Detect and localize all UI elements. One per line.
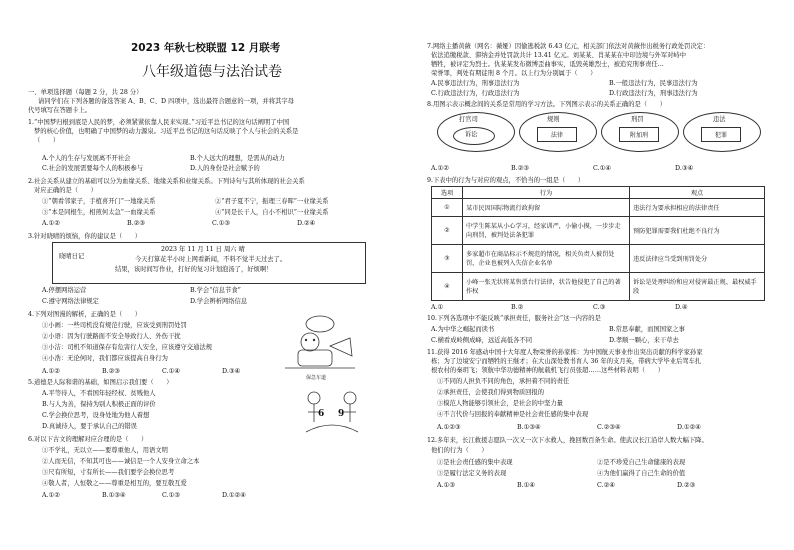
option: ①不同的人担负不同的角色，承担着不同的责任: [437, 378, 570, 385]
question-stem: 梦的核心价值，也明确了中国梦的动力源泉。习近平总书记的这句话反映了个人与社会的关系是: [34, 128, 299, 135]
option: ①不学礼，无以立——要尊重他人，用语文明: [42, 447, 168, 454]
section-heading: 一、单项选择题（每题 2 分，共 28 分）: [28, 89, 143, 96]
table-cell: 多家超市在商品标示不规范的情况，相关负责人被罚处罚，企业也被列入失信企业名单: [463, 245, 630, 273]
table-cell: 违法行为要承担相应的法律责任: [630, 199, 765, 217]
option: ②“君子夏不宁，振理三春晖”一业缘关系: [215, 198, 329, 205]
answer-choice[interactable]: B.②: [511, 304, 524, 311]
cartoon-number: 9: [338, 409, 345, 419]
answer-choice[interactable]: B.①③④: [517, 424, 541, 431]
table-header: 选项: [432, 187, 463, 199]
answer-choice[interactable]: D.②④: [297, 220, 316, 227]
option: ①是社会责任感的集中表现: [437, 459, 513, 466]
answer-choice[interactable]: A.①②: [431, 165, 449, 172]
table-row: [432, 245, 765, 273]
option[interactable]: B.学会“信息节食”: [190, 287, 241, 294]
answer-choice[interactable]: B.②③: [102, 368, 120, 375]
option[interactable]: D.学会辨析网络信息: [190, 298, 248, 305]
table-cell: ②: [432, 217, 463, 245]
diary-line: 结果，该时间写作业，打好的复习计划泡汤了，好烦啊！: [115, 266, 273, 273]
table-header: 观点: [630, 187, 765, 199]
answer-choice[interactable]: C.③: [593, 304, 606, 311]
option[interactable]: D.真诚待人，要于承认自己的错误: [42, 423, 137, 430]
section-intro: 代号填写在答题卡上。: [28, 107, 91, 114]
question-stem: 依法追缴税款、滞纳金并处罚款共计 13.41 亿元。刘某某、肖某某在中印边境与外军对峙中: [431, 52, 687, 59]
option: ②承担责任，会使我们得到物质回报的: [437, 389, 545, 396]
question-stem: 5.道德是人际和谐的基础，如图启示我们要（ ）: [28, 379, 173, 386]
answer-choice[interactable]: A.①②: [42, 220, 60, 227]
table-cell: ④: [432, 273, 463, 301]
option[interactable]: A.停摆网络运营: [42, 287, 87, 294]
number-argument-cartoon-image: [300, 388, 364, 440]
diagram-label: 犯罪: [714, 132, 727, 139]
answer-choice[interactable]: B.①③④: [102, 492, 126, 499]
option[interactable]: C.遵守网络法律规定: [42, 298, 99, 305]
diary-date: 2023 年 11 月 11 日 周六 晴: [161, 246, 245, 253]
table-header: 行为: [463, 187, 630, 199]
diagram-inner-rect: [701, 127, 741, 142]
diagram-label: 刑罚: [631, 116, 644, 123]
question-stem: 1.“中国梦归根到底是人民的梦，必须紧紧依靠人民来实现。”习近平总书记的这句话阐明了中国: [28, 119, 290, 126]
section-intro: 请同学们在下列各题的备选答案 A、B、C、D 四项中，选出最符合题意的一项，并将其字母: [38, 98, 295, 105]
diagram-label: 规则: [547, 116, 560, 123]
question-stem: 7.网络主播黄薇（网名：薇娅）因偷逃税款 6.43 亿元，相关部门依法对黄薇作出税务行政处罚决定：: [427, 43, 710, 50]
question-stem: （ ）: [34, 137, 60, 144]
option: ③模范人物能够引领社会，是社会的中坚力量: [437, 400, 563, 407]
table-cell: ③: [432, 245, 463, 273]
table-row: [432, 273, 765, 301]
answer-choice[interactable]: A.①③: [437, 482, 455, 489]
option: ④“同是长干人，自小不相识”一业缘关系: [215, 209, 329, 216]
diary-line: 今天打算花半小时上网看新闻，不料不觉半天过去了。: [135, 256, 287, 263]
answer-choice[interactable]: C.①④: [593, 165, 611, 172]
answer-choice[interactable]: A.①: [431, 304, 444, 311]
answer-choice[interactable]: A.①②③: [437, 424, 461, 431]
option: ③是履行法定义务的表现: [437, 470, 507, 477]
table-cell: 某市民因国际物流行政拘留: [463, 199, 630, 217]
answer-choice[interactable]: C.①④: [162, 368, 180, 375]
option: ③尺有所短，寸有所长——我们要学会换位思考: [42, 469, 175, 476]
option[interactable]: C.横看成岭侧成峰，远近高低各不同: [431, 337, 533, 344]
question-stem: 9.下表中的行为与对应的观点，不恰当的一组是（ ）: [427, 177, 585, 184]
diary-box: [52, 242, 366, 284]
question-stem: 3.针对晓晴的烦恼，你的建议是（ ）: [28, 233, 142, 240]
option[interactable]: C.行政违法行为，行政违法行为: [431, 90, 520, 97]
diary-label: 晓晴日记: [59, 253, 85, 260]
option[interactable]: D.行政违法行为，刑事违法行为: [609, 90, 698, 97]
option[interactable]: A.民事违法行为，刑事违法行为: [431, 80, 520, 87]
answer-choice[interactable]: D.③④: [222, 368, 241, 375]
answer-choice[interactable]: B.①④: [517, 482, 535, 489]
option[interactable]: B.常思奉献，而国国家之事: [609, 326, 685, 333]
answer-choice[interactable]: D.③④: [675, 165, 694, 172]
table-cell: 违反法律应当受到刑罚处分: [630, 245, 765, 273]
question-stem: 对应正确的是（ ）: [34, 187, 97, 194]
answer-choice[interactable]: C.①③: [162, 492, 180, 499]
question-stem: 11.获得 2016 年感动中国十大年度人物荣誉的孙家栋：为中国航天事业作出突出贡献的科学家孙家: [427, 349, 703, 356]
answer-choice[interactable]: C.②③④: [597, 424, 621, 431]
option[interactable]: A.平等待人，不看国年轻经权、贫贱他人: [42, 390, 156, 397]
exam-title: 2023 年秋七校联盟 12 月联考: [131, 42, 281, 54]
question-stem: 6.对以下古文的理解对应合理的是（ ）: [28, 436, 148, 443]
answer-choice[interactable]: D.①②④: [222, 492, 246, 499]
answer-choice[interactable]: C.①③: [212, 220, 230, 227]
diagram-inner-rect: [619, 127, 659, 142]
table-cell: 预防犯罪需要我们杜绝不良行为: [630, 217, 765, 245]
question-stem: 栋；为了边境安宁而牺牲的王继才；在大山深处教书育人 36 年的支月英，带病大学毕业后驾车扎: [431, 358, 702, 365]
cartoon-number: 6: [318, 409, 325, 419]
option[interactable]: D.孝顺一颗心，来干草去: [609, 337, 679, 344]
answer-choice[interactable]: A.①②: [42, 492, 60, 499]
answer-choice[interactable]: B.②③: [127, 220, 145, 227]
question-stem: 2.社会关系从建立的基础可以分为血缘关系、地缘关系和业缘关系。下列诗句与其所体现的社会关系: [28, 178, 305, 185]
answer-choice[interactable]: D.①②④: [677, 424, 701, 431]
table-row: [432, 199, 765, 217]
diagram-label: 附加刑: [629, 132, 648, 139]
option: ①小画：一些司机没有规范行驶，应该受到刑罚处罚: [42, 322, 187, 329]
table-cell: ①: [432, 199, 463, 217]
right-column: [397, 0, 794, 550]
question-stem: 牺牲，被评定为烈士。仇某某发布微博歪曲事实，诋毁英雄烈士，被追究刑事责任...: [431, 61, 664, 68]
option: ④小浩：无论何时，我们都应该提高自身行为: [42, 355, 168, 362]
table-cell: 诉讼是处理纠纷和应对侵害最正规、最权威手段: [630, 273, 765, 301]
table-row: [432, 217, 765, 245]
option[interactable]: C.社会的发展需要每个人的积极参与: [42, 165, 144, 172]
option: ③“本是同根生，相煎何太急”一血缘关系: [42, 209, 156, 216]
question-stem: 8.用图示表示概念间的关系是常用的学习方法。下列图示表示的关系正确的是（ ）: [427, 101, 666, 108]
traffic-cartoon-image: [280, 312, 360, 374]
diagram-inner-rect: [537, 127, 577, 142]
question-stem: 荣誉罪，判处有期徒刑 8 个月。以上行为分别属于（ ）: [431, 70, 597, 77]
question-stem: 4.下列对图漫的解析，正确的是（ ）: [28, 311, 142, 318]
table-header-row: [432, 187, 765, 199]
diagram-label: 打官司: [459, 116, 478, 123]
answer-choice[interactable]: D.②③: [677, 482, 696, 489]
option: ④敬人者，人恒敬之——尊重是相互的，要互敬互爱: [42, 480, 187, 487]
diagram-label: 诉讼: [465, 131, 478, 138]
option: ②是不珍爱自己生命健康的表现: [597, 459, 686, 466]
exam-subtitle: 八年级道德与法治试卷: [142, 64, 282, 80]
option: ②人而无信，不知其可也——诚信是一个人安身立命之本: [42, 458, 200, 465]
option[interactable]: A.为中华之崛起而读书: [431, 326, 495, 333]
option[interactable]: B.与人为善，保持为别人积极正面的评价: [42, 401, 156, 408]
question-stem: 10.下列各选项中不能反映“承担责任，服务社会”这一内容的是: [427, 315, 601, 322]
option[interactable]: B.一般违法行为，民事违法行为: [609, 80, 698, 87]
option: ①“朝看邻家子，手植喜开门”一地缘关系: [42, 198, 156, 205]
option[interactable]: C.学会换位思考，设身处地为他人着想: [42, 412, 150, 419]
answer-choice[interactable]: B.②③: [511, 165, 529, 172]
option[interactable]: B.个人远大的理想，是需从的动力: [190, 155, 285, 162]
question-stem: 12.多年来，长江救援志愿队一次又一次下水救人，挽回数百条生命。使武汉长江沿岸人数大幅下降。: [427, 437, 708, 444]
diagram-label: 违法: [713, 116, 726, 123]
option[interactable]: D.人的身份是社会赋予的: [190, 165, 260, 172]
answer-choice[interactable]: C.②④: [597, 482, 615, 489]
option: ④不言代价与回报的奉献精神是社会责任感的集中表现: [437, 411, 589, 418]
table-cell: 中学生陈某从小心学习，经家训严，小偷小摸，一步步走向刑罚，被判处法条犯罪: [463, 217, 630, 245]
question-stem: 根农村的秦玥飞；领航中华功德精神的航载机飞行员张超……这些材料表明（ ）: [431, 367, 664, 374]
answer-choice[interactable]: A.①②: [42, 368, 60, 375]
table-cell: 小峰一张无状将某售票台行法律，状告他侵犯了自己的著作权: [463, 273, 630, 301]
option: ②小语：因为行驶路面不安全导致行人、外伤干扰: [42, 333, 181, 340]
option: ④为他们赢得了自己生命的价值: [597, 470, 686, 477]
option[interactable]: A.个人的生存与发展离不开社会: [42, 155, 131, 162]
question-stem: 他们的行为（ ）: [431, 447, 488, 454]
answer-choice[interactable]: D.④: [675, 304, 688, 311]
behavior-opinion-table: [431, 186, 765, 301]
option: ③小洁：司机不知道保存有危害行人安全，应该遵守交通法规: [42, 344, 213, 351]
diagram-label: 法律: [550, 132, 563, 139]
cartoon-caption: 保急车道: [306, 375, 327, 381]
